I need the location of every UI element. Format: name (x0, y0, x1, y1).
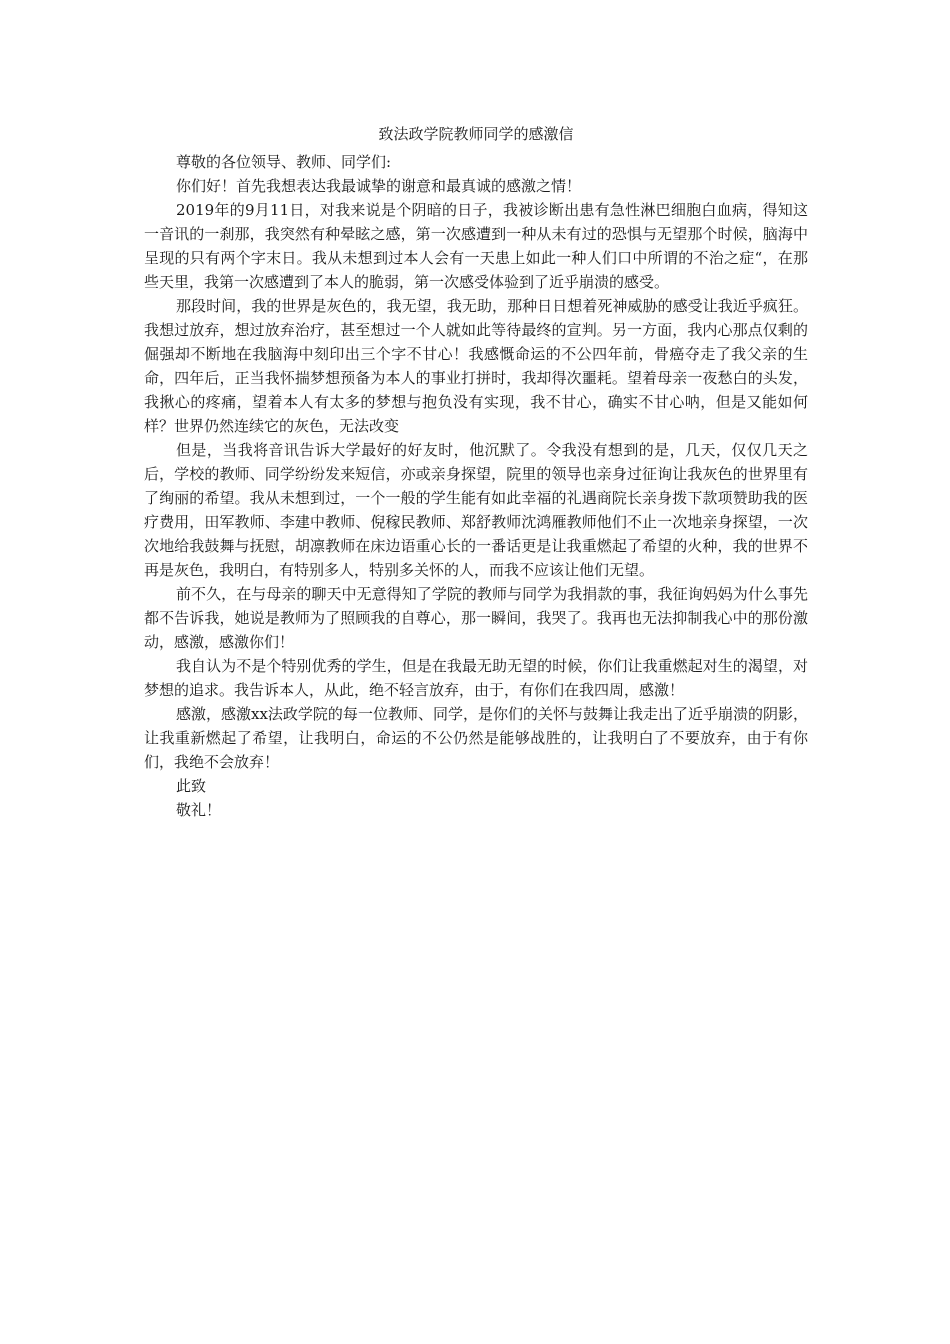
letter-title: 致法政学院教师同学的感激信 (378, 125, 574, 143)
paragraph-diagnosis: 2019年的9月11日，对我来说是个阴暗的日子，我被诊断出患有急性淋巴细胞白血病，得知这一音讯的一刹那，我突然有种晕眩之感，第一次感遭到一种从未有过的恐惧与无望那个时候，脑海中呈现的只有两个字末日。我从未想到过本人会有一天患上如此一种人们口中所谓的不治之症“，在那些天里，我第一次感遭到了本人的脆弱，第一次感受体验到了近乎崩溃的感受。 (144, 201, 808, 291)
closing-line-2: 敬礼！ (176, 801, 222, 819)
paragraph-greeting: 你们好！首先我想表达我最诚挚的谢意和最真诚的感激之情！ (176, 177, 582, 195)
paragraph-despair: 那段时间，我的世界是灰色的，我无望，我无助，那种日日想着死神威胁的感受让我近乎疯狂。我想过放弃，想过放弃治疗，甚至想过一个人就如此等待最终的宣判。另一方面，我内心那点仅剩的倔强却不断地在我脑海中刻印出三个字不甘心！我感慨命运的不公四年前，骨癌夺走了我父亲的生命，四年后，正当我怀揣梦想预备为本人的事业打拼时，我却得次噩耗。望着母亲一夜愁白的头发，我揪心的疼痛，望着本人有太多的梦想与抱负没有实现，我不甘心，确实不甘心呐，但是又能如何样？世界仍然连续它的灰色，无法改变 (144, 297, 808, 435)
paragraph-gratitude: 我自认为不是个特别优秀的学生，但是在我最无助无望的时候，你们让我重燃起对生的渴望，对梦想的追求。我告诉本人，从此，绝不轻言放弃，由于，有你们在我四周，感激！ (144, 657, 808, 699)
paragraph-conclusion: 感激，感激xx法政学院的每一位教师、同学，是你们的关怀与鼓舞让我走出了近乎崩溃的阴影，让我重新燃起了希望，让我明白，命运的不公仍然是能够战胜的，让我明白了不要放弃，由于有你们，我绝不会放弃！ (144, 705, 808, 771)
letter-body (144, 122, 808, 822)
closing-line-1: 此致 (176, 777, 207, 795)
paragraph-donation: 前不久，在与母亲的聊天中无意得知了学院的教师与同学为我捐款的事，我征询妈妈为什么事先都不告诉我，她说是教师为了照顾我的自尊心，那一瞬间，我哭了。我再也无法抑制我心中的那份激动，感激，感激你们！ (144, 585, 808, 651)
salutation: 尊敬的各位领导、教师、同学们: (176, 153, 392, 171)
paragraph-support: 但是，当我将音讯告诉大学最好的好友时，他沉默了。令我没有想到的是，几天，仅仅几天之后，学校的教师、同学纷纷发来短信，亦或亲身探望，院里的领导也亲身过征询让我灰色的世界里有了绚丽的希望。我从未想到过，一个一般的学生能有如此幸福的礼遇商院长亲身拨下款项赞助我的医疗费用，田军教师、李建中教师、倪稼民教师、郑舒教师沈鸿雁教师他们不止一次地亲身探望，一次次地给我鼓舞与抚慰，胡凛教师在床边语重心长的一番话更是让我重燃起了希望的火种，我的世界不再是灰色，我明白，有特别多人，特别多关怀的人，而我不应该让他们无望。 (144, 441, 808, 579)
